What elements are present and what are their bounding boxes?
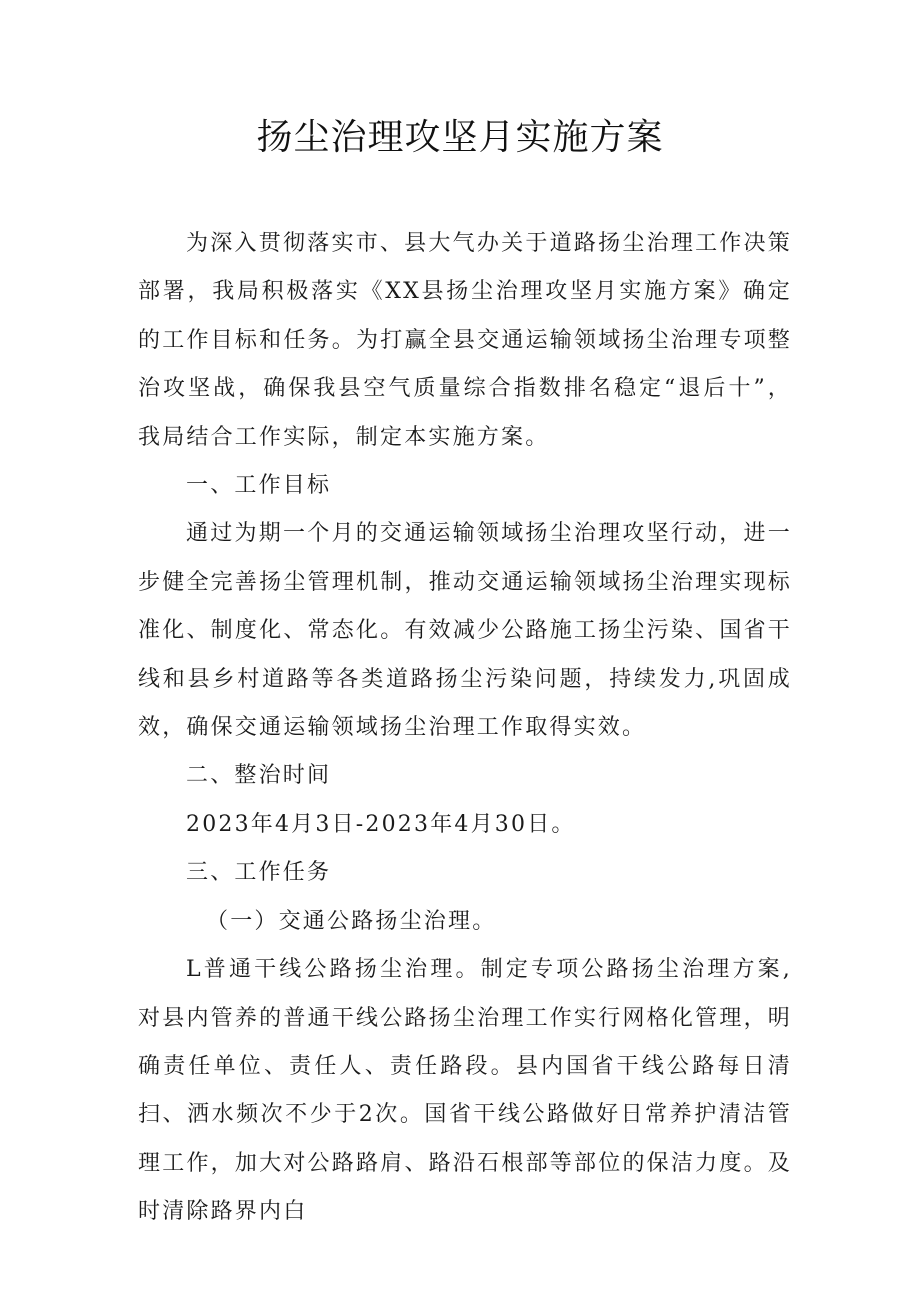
goals-paragraph: 通过为期一个月的交通运输领域扬尘治理攻坚行动，进一步健全完善扬尘管理机制，推动交通运输领域扬尘治理实现标准化、制度化、常态化。有效减少公路施工扬尘污染、国省干线和县乡村道路等各类道路扬尘污染问题，持续发力,巩固成效，确保交通运输领域扬尘治理工作取得实效。 bbox=[138, 521, 792, 741]
task-paragraph-trunk-roads: L普通干线公路扬尘治理。制定专项公路扬尘治理方案,对县内管养的普通干线公路扬尘治理工作实行网格化管理，明确责任单位、责任人、责任路段。县内国省干线公路每日清扫、洒水频次不少于2次。国省干线公路做好日常养护清洁管理工作，加大对公路路肩、路沿石根部等部位的保洁力度。及时清除路界内白 bbox=[138, 957, 792, 1225]
section-heading-period: 二、整治时间 bbox=[186, 763, 332, 789]
period-paragraph: 2023年4月3日-2023年4月30日。 bbox=[186, 811, 576, 837]
document-body bbox=[138, 220, 792, 1237]
section-heading-goals: 一、工作目标 bbox=[186, 473, 332, 499]
document-title: 扬尘治理攻坚月实施方案 bbox=[256, 117, 664, 158]
section-heading-tasks: 三、工作任务 bbox=[186, 860, 332, 886]
intro-paragraph: 为深入贯彻落实市、县大气办关于道路扬尘治理工作决策部署，我局积极落实《XX县扬尘治理攻坚月实施方案》确定的工作目标和任务。为打赢全县交通运输领域扬尘治理专项整治攻坚战，确保我县空气质量综合指数排名稳定“退后十”，我局结合工作实际，制定本实施方案。 bbox=[138, 231, 792, 450]
subsection-heading-road-dust: （一）交通公路扬尘治理。 bbox=[206, 908, 497, 934]
